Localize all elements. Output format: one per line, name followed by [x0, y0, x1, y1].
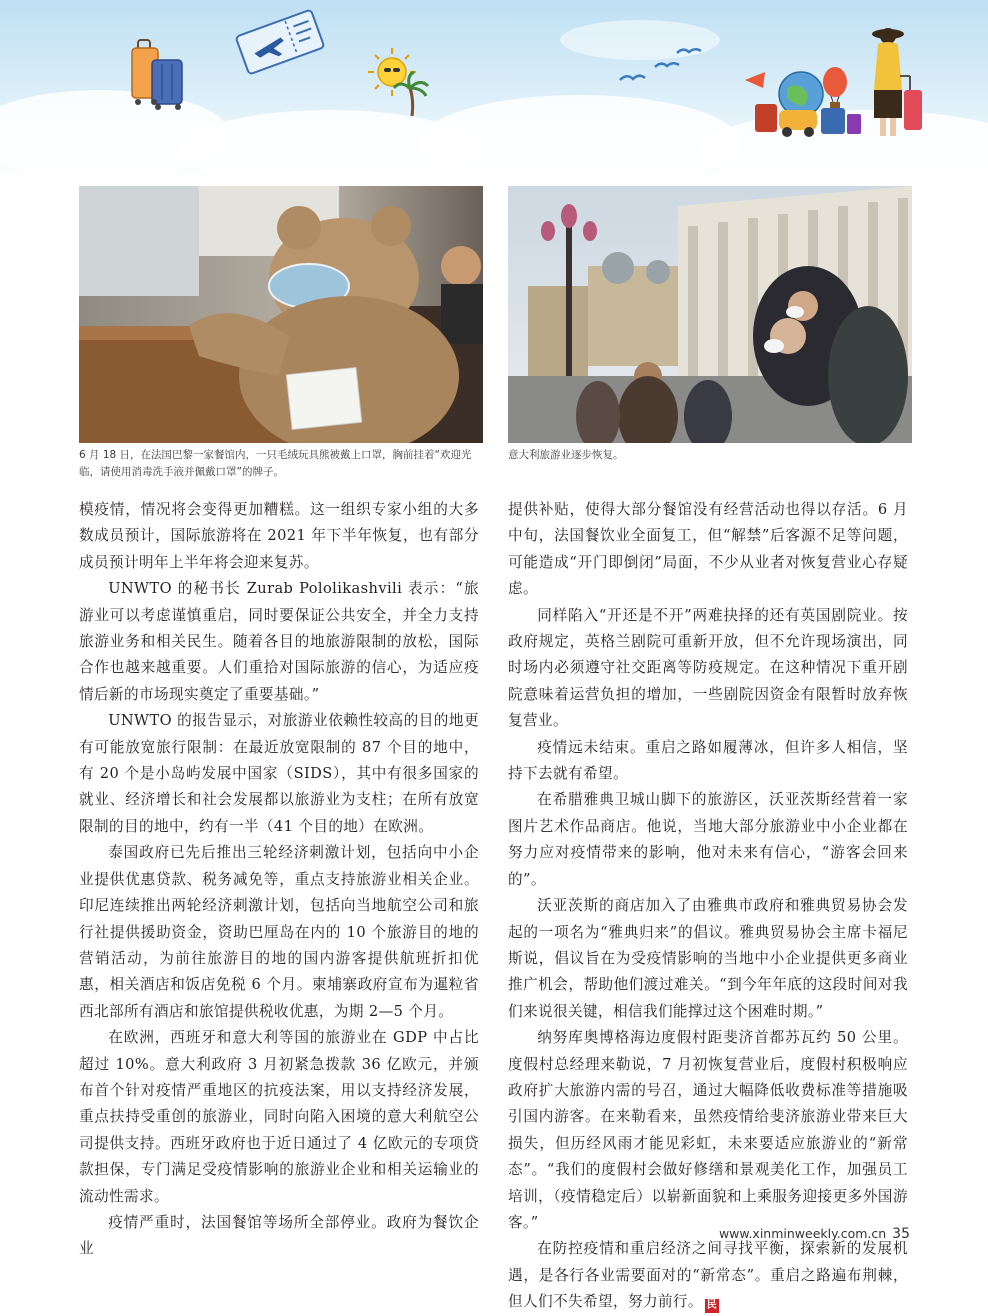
page-footer	[719, 1226, 910, 1242]
right-photo-caption: 意大利旅游业逐步恢复。	[508, 449, 624, 461]
paragraph: 泰国政府已先后推出三轮经济刺激计划，包括向中小企业提供优惠贷款、税务减免等，重点支持旅游业相关企业。印尼连续推出两轮经济刺激计划，包括向当地航空公司和旅行社提供援助资金，资助巴厘岛在内的 10 个旅游目的地的营销活动，为前往旅游目的地的国内游客提供航班折扣优惠，相关酒店和饭店免税 6 个月。柬埔寨政府宣布为暹粒省西北部所有酒店和旅馆提供税收优惠，为期 2—5 个月。	[79, 844, 479, 1020]
paragraph: 模疫情，情况将会变得更加糟糕。这一组织专家小组的大多数成员预计，国际旅游将在 2021 年下半年恢复，也有部分成员预计明年上半年将会迎来复苏。	[79, 501, 479, 571]
paragraph: 纳努库奥博格海边度假村距斐济首都苏瓦约 50 公里。度假村总经理来勒说，7 月初恢复营业后，度假村积极响应政府扩大旅游内需的号召，通过大幅降低收费标准等措施吸引国内游客。在来勒看来，虽然疫情给斐济旅游业带来巨大损失，但历经风雨才能见彩虹，未来要适应旅游业的“新常态”。“我们的度假村会做好修缮和景观美化工作，加强员工培训，（疫情稳定后）以崭新面貌和上乘服务迎接更多外国游客。”	[508, 1029, 908, 1231]
travel-banner	[0, 0, 988, 178]
paragraph: 在欧洲，西班牙和意大利等国的旅游业在 GDP 中占比超过 10%。意大利政府 3 月初紧急拨款 36 亿欧元，并颁布首个针对疫情严重地区的抗疫法案，用以支持经济发展，重点扶持受重创的旅游业，同时向陷入困境的意大利航空公司提供支持。西班牙政府也于近日通过了 4 亿欧元的专项贷款担保，专门满足受疫情影响的旅游业企业和相关运输业的流动性需求。	[79, 1029, 479, 1205]
sun-palm-icon	[360, 40, 440, 120]
left-photo-caption: 6 月 18 日，在法国巴黎一家餐馆内，一只毛绒玩具熊被戴上口罩，胸前挂着“欢迎光临，请使用消毒洗手液并佩戴口罩”的牌子。	[79, 449, 472, 478]
paragraph: 在希腊雅典卫城山脚下的旅游区，沃亚茨斯经营着一家图片艺术作品商店。他说，当地大部分旅游业中小企业都在努力应对疫情带来的影响，他对未来有信心，“游客会回来的”。	[508, 791, 908, 888]
paragraph: UNWTO 的秘书长 Zurab Pololikashvili 表示：“旅游业可以考虑谨慎重启，同时要保证公共安全，并全力支持旅游业务和相关民生。随着各目的地旅游限制的放松，国际合作也越来越重要。人们重拾对国际旅游的信心，为适应疫情后新的市场现实奠定了重要基础。”	[79, 580, 479, 703]
paragraph	[508, 1236, 908, 1315]
paragraph: 沃亚茨斯的商店加入了由雅典市政府和雅典贸易协会发起的一项名为“雅典归来”的倡议。雅典贸易协会主席卡福尼斯说，倡议旨在为受疫情影响的当地中小企业提供更多商业推广机会，帮助他们渡过难关。“到今年年底的这段时间对我们来说很关键，相信我们能撑过这个困难时期。”	[508, 897, 908, 1020]
page-number: 35	[892, 1226, 910, 1242]
paragraph: 同样陷入“开还是不开”两难抉择的还有英国剧院业。按政府规定，英格兰剧院可重新开放，但不允许现场演出，同时场内必须遵守社交距离等防疫规定。在这种情况下重开剧院意味着运营负担的增加，一些剧院因资金有限暂时放弃恢复营业。	[508, 606, 908, 730]
boarding-pass-icon	[230, 2, 330, 82]
venice-photo	[508, 186, 912, 443]
traveler-woman-icon	[866, 20, 926, 140]
birds-icon	[615, 45, 705, 95]
paragraph: 提供补贴，使得大部分餐馆没有经营活动也得以存活。6 月中旬，法国餐饮业全面复工，但“解禁”后客源不足等问题，可能造成“开门即倒闭”局面，不少从业者对恢复营业心存疑虑。	[508, 501, 908, 598]
article-right-column	[508, 497, 908, 1316]
travel-collage-icon	[735, 58, 865, 140]
article-left-column	[79, 497, 479, 1263]
paragraph: UNWTO 的报告显示，对旅游业依赖性较高的目的地更有可能放宽旅行限制：在最近放宽限制的 87 个目的地中，有 20 个是小岛屿发展中国家（SIDS），其中有很多国家的就业、经济增长和社会发展都以旅游业为支柱；在所有放宽限制的目的地中，约有一半（41 个目的地）在欧洲。	[79, 712, 479, 835]
teddy-bear-photo	[79, 186, 483, 443]
final-paragraph-text: 在防控疫情和重启经济之间寻找平衡，探索新的发展机遇，是各行各业需要面对的“新常态”。重启之路遍布荆棘，但人们不失希望，努力前行。	[508, 1240, 908, 1311]
end-mark-icon: 民	[706, 1300, 718, 1312]
paragraph: 疫情严重时，法国餐馆等场所全部停业。政府为餐饮企业	[79, 1213, 479, 1258]
cloud-shape	[420, 95, 740, 178]
paragraph: 疫情远未结束。重启之路如履薄冰，但许多人相信，坚持下去就有希望。	[508, 738, 908, 783]
suitcase-icon	[128, 36, 188, 112]
website-url[interactable]: www.xinminweekly.com.cn	[718, 1226, 887, 1241]
